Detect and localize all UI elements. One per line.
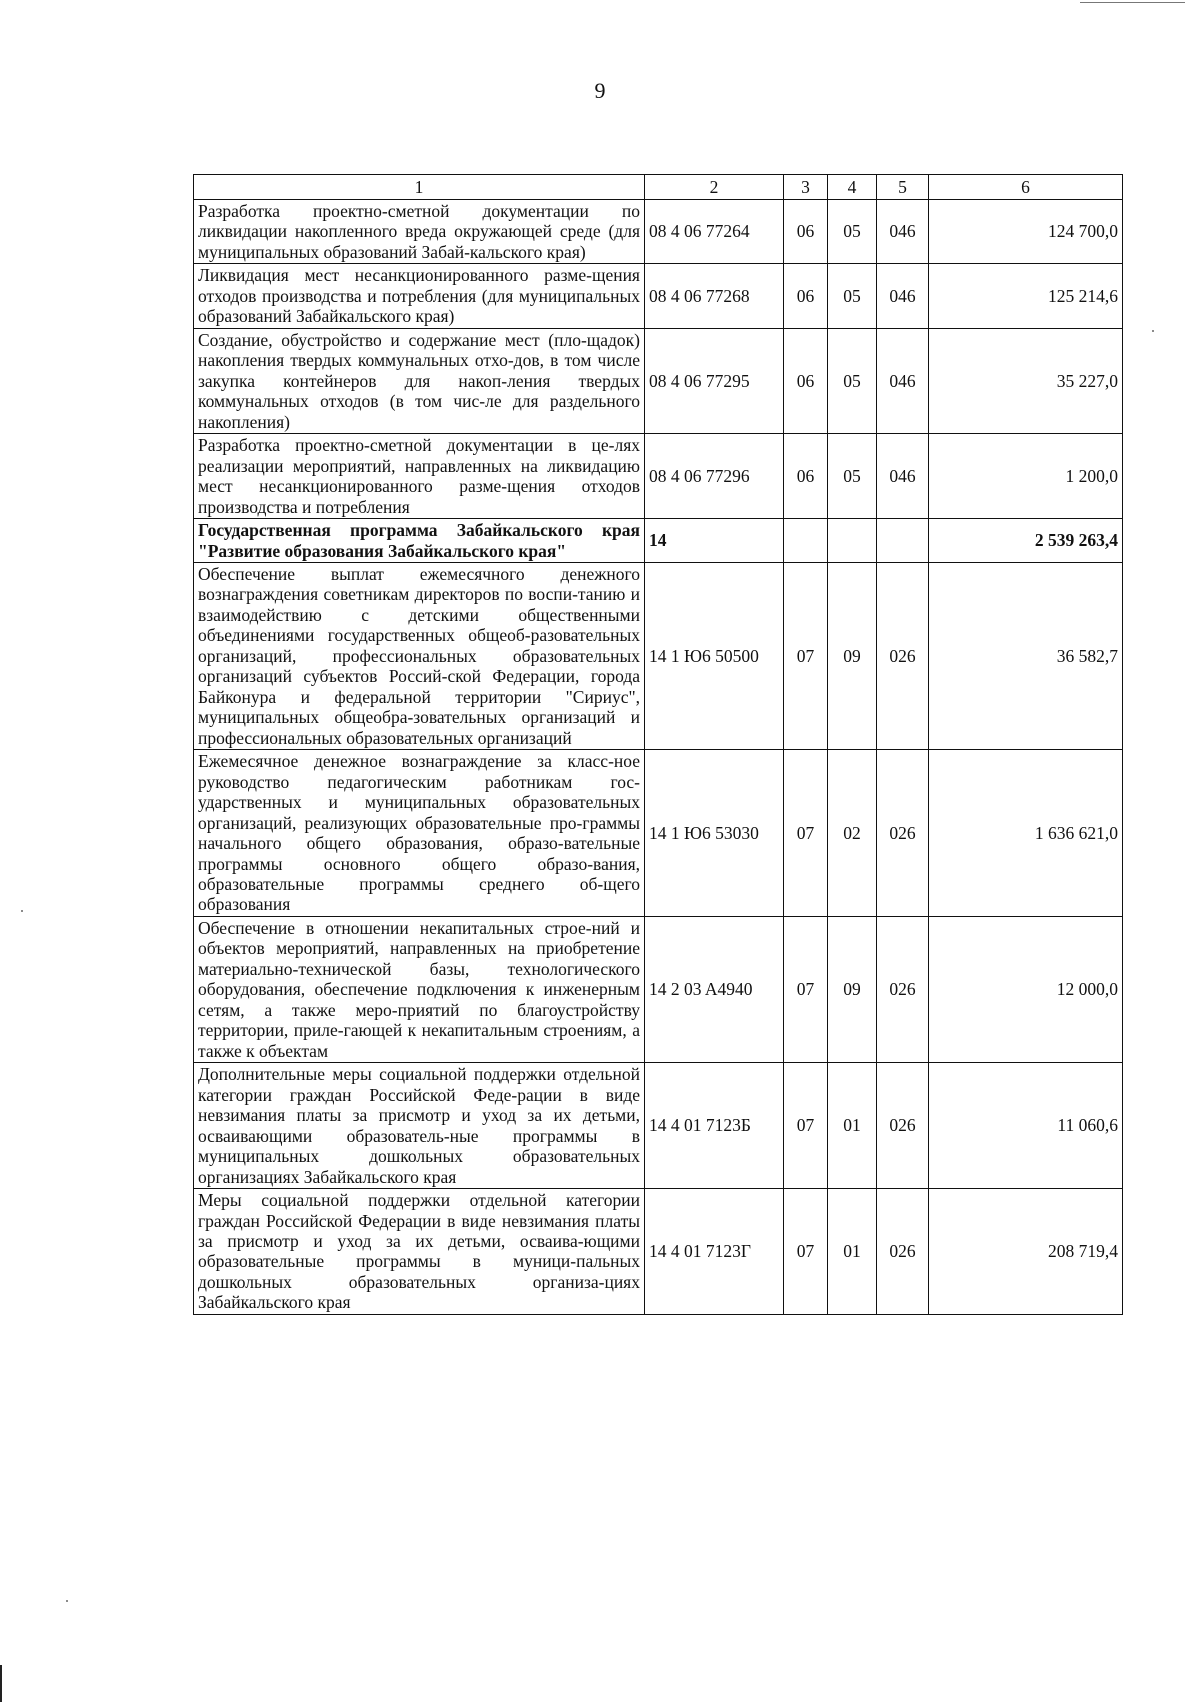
item-name: Разработка проектно-сметной документации по ликвидации накопленного вреда окружающей среде (для муниципальных образований Забай-кальского края) <box>194 200 645 264</box>
amount: 1 200,0 <box>929 434 1123 519</box>
amount: 35 227,0 <box>929 328 1123 433</box>
budget-code: 08 4 06 77268 <box>645 264 784 328</box>
amount: 124 700,0 <box>929 200 1123 264</box>
program-amount: 2 539 263,4 <box>929 519 1123 563</box>
subsection-code <box>828 519 877 563</box>
item-name: Меры социальной поддержки отдельной категории граждан Российской Федерации в виде невзимания платы за присмотр и уход за их детьми, осваива-ющими образовательные программы в муници-пальных дошкольных образовательных организа-циях Забайкальского края <box>194 1189 645 1315</box>
column-header: 1 <box>194 175 645 200</box>
subsection-code: 05 <box>828 434 877 519</box>
column-header: 5 <box>877 175 929 200</box>
subsection-code: 05 <box>828 200 877 264</box>
item-name: Ежемесячное денежное вознаграждение за класс-ное руководство педагогическим работникам гос-ударственных и муниципальных образовательных организаций, реализующих образовательные про-граммы начального общего образования, образо-вательные программы основного общего образо-вания, образовательные программы среднего об-щего образования <box>194 750 645 917</box>
scan-speck <box>66 1600 68 1602</box>
subsection-code: 09 <box>828 916 877 1062</box>
page-number: 9 <box>594 78 606 103</box>
subsection-code: 02 <box>828 750 877 917</box>
column-header: 6 <box>929 175 1123 200</box>
column-header: 4 <box>828 175 877 200</box>
table-row <box>194 200 1123 264</box>
header-row <box>194 175 1123 200</box>
item-name: Обеспечение в отношении некапитальных строе-ний и объектов мероприятий, направленных на приобретение материально-технической базы, технологического оборудования, обеспечение подключения к инженерным сетям, а также меро-приятий по благоустройству территории, приле-гающей к некапитальным строениям, а также к объектам <box>194 916 645 1062</box>
amount: 208 719,4 <box>929 1189 1123 1315</box>
table-row <box>194 434 1123 519</box>
amount: 12 000,0 <box>929 916 1123 1062</box>
section-code: 07 <box>784 1189 828 1315</box>
item-name: Обеспечение выплат ежемесячного денежного вознаграждения советникам директоров по воспи-танию и взаимодействию с детскими общественными объединениями государственных общеоб-разовательных организаций, профессиональных образовательных организаций субъектов Россий-ской Федерации, города Байконура и федеральной территории "Сириус", муниципальных общеобра-зовательных организаций и профессиональных образовательных организаций <box>194 562 645 749</box>
scan-speck <box>1152 330 1154 332</box>
budget-code: 14 1 Ю6 53030 <box>645 750 784 917</box>
expense-type-code: 046 <box>877 264 929 328</box>
budget-code: 08 4 06 77264 <box>645 200 784 264</box>
section-code: 06 <box>784 264 828 328</box>
expense-type-code: 026 <box>877 916 929 1062</box>
program-total-row <box>194 519 1123 563</box>
table-row <box>194 264 1123 328</box>
expense-type-code: 026 <box>877 1063 929 1189</box>
budget-code: 08 4 06 77296 <box>645 434 784 519</box>
table-row <box>194 562 1123 749</box>
item-name: Дополнительные меры социальной поддержки отдельной категории граждан Российской Феде-рации в виде невзимания платы за присмотр и уход за их детьми, осваивающими образователь-ные программы в муниципальных дошкольных образовательных организациях Забайкальского края <box>194 1063 645 1189</box>
budget-code: 14 4 01 7123Г <box>645 1189 784 1315</box>
table-row <box>194 1189 1123 1315</box>
amount: 125 214,6 <box>929 264 1123 328</box>
subsection-code: 01 <box>828 1189 877 1315</box>
subsection-code: 09 <box>828 562 877 749</box>
section-code: 07 <box>784 916 828 1062</box>
scan-edge-mark <box>1080 2 1185 3</box>
expense-type-code: 026 <box>877 1189 929 1315</box>
section-code: 07 <box>784 562 828 749</box>
subsection-code: 05 <box>828 264 877 328</box>
section-code: 06 <box>784 200 828 264</box>
budget-code: 14 4 01 7123Б <box>645 1063 784 1189</box>
budget-code: 08 4 06 77295 <box>645 328 784 433</box>
expense-type-code: 026 <box>877 750 929 917</box>
budget-code: 14 1 Ю6 50500 <box>645 562 784 749</box>
amount: 36 582,7 <box>929 562 1123 749</box>
item-name: Ликвидация мест несанкционированного разме-щения отходов производства и потребления (для муниципальных образований Забайкальского края) <box>194 264 645 328</box>
item-name: Создание, обустройство и содержание мест (пло-щадок) накопления твердых коммунальных отхо-дов, в том числе закупка контейнеров для накоп-ления твердых коммунальных отходов (в том чис-ле для раздельного накопления) <box>194 328 645 433</box>
column-header: 3 <box>784 175 828 200</box>
program-code: 14 <box>645 519 784 563</box>
section-code: 06 <box>784 328 828 433</box>
column-header: 2 <box>645 175 784 200</box>
subsection-code: 05 <box>828 328 877 433</box>
expense-type-code: 046 <box>877 200 929 264</box>
expense-type-code <box>877 519 929 563</box>
subsection-code: 01 <box>828 1063 877 1189</box>
section-code <box>784 519 828 563</box>
expense-type-code: 046 <box>877 434 929 519</box>
section-code: 06 <box>784 434 828 519</box>
program-name: Государственная программа Забайкальского края "Развитие образования Забайкальского края" <box>194 519 645 563</box>
amount: 1 636 621,0 <box>929 750 1123 917</box>
budget-table <box>193 174 1123 1315</box>
table-row <box>194 916 1123 1062</box>
section-code: 07 <box>784 1063 828 1189</box>
scan-edge-mark <box>0 1665 2 1702</box>
expense-type-code: 046 <box>877 328 929 433</box>
table-row <box>194 1063 1123 1189</box>
item-name: Разработка проектно-сметной документации в це-лях реализации мероприятий, направленных на ликвидацию мест несанкционированного разме-щения отходов производства и потребления <box>194 434 645 519</box>
amount: 11 060,6 <box>929 1063 1123 1189</box>
expense-type-code: 026 <box>877 562 929 749</box>
table-row <box>194 750 1123 917</box>
scan-speck <box>21 910 23 912</box>
section-code: 07 <box>784 750 828 917</box>
table-row <box>194 328 1123 433</box>
budget-code: 14 2 03 A4940 <box>645 916 784 1062</box>
